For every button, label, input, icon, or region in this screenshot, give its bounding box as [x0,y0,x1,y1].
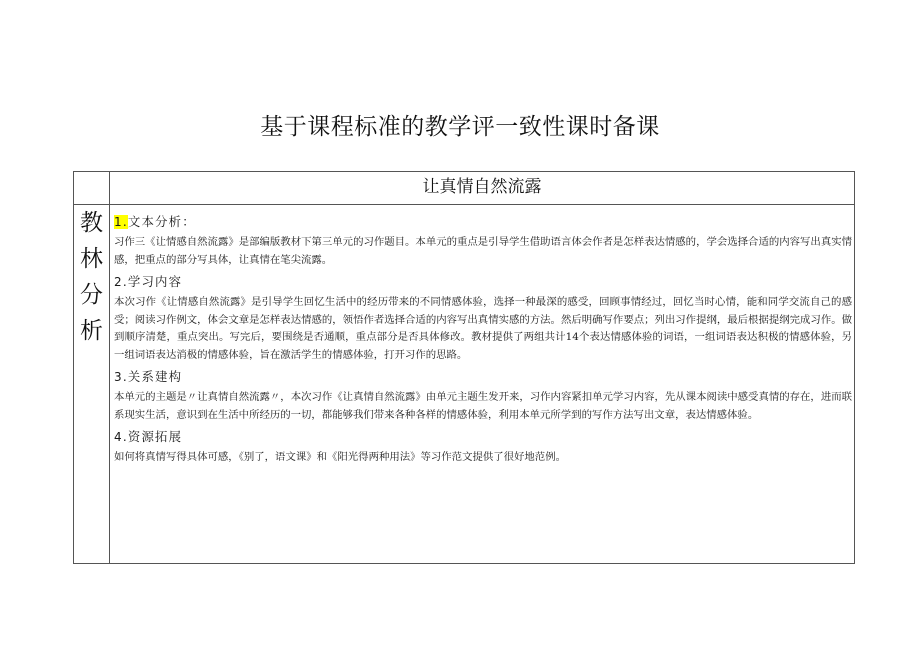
analysis-content [110,205,854,467]
section-body-relationship: 本单元的主题是〃让真情自然流露〃，本次习作《让真情自然流露》由单元主题生发开来，习作内容紧扣单元学习内容，先从课本阅读中感受真情的存在，进而联系现实生活，意识到在生活中所经历的一切，都能够我们带来各种各样的情感体验，利用本单元所学到的写作方法写出文章，表达情感体验。 [114,391,852,421]
section-body-resources: 如何将真情写得具体可感，《别了，语文课》和《阳光得两种用法》等习作范文提供了很好地范例。 [114,451,566,463]
section-body-learning-content: 本次习作《让情感自然流露》是引导学生回忆生活中的经历带来的不同情感体验，选择一种最深的感受，回顾事情经过，回忆当时心情，能和同学交流自己的感受；阅读习作例文，体会文章是怎样表达情感的，领悟作者选择合适的内容写出真情实感的方法。然后明确写作要点；列出习作提纲，最后根据提纲完成习作。做到顺序清楚，重点突出。写完后，要围绕是否通顺，重点部分是否具体修改。教材提供了两组共计14个表达情感体验的词语，一组词语表达积极的情感体验，另一组词语表达消极的情感体验，旨在激活学生的情感体验，打开习作的思路。 [114,296,852,361]
section-body-text-analysis: 习作三《让情感自然流露》是部编版教材下第三单元的习作题目。本单元的重点是引导学生借助语言体会作者是怎样表达情感的，学会选择合适的内容写出真实情感，把重点的部分写具体，让真情在笔尖流露。 [114,236,852,266]
document-title: 基于课程标准的教学评一致性课时备课 [260,114,660,140]
header-row [74,172,855,205]
section-title: 文本分析： [127,214,196,229]
analysis-row [74,205,855,564]
section-heading-relationship [114,368,852,386]
side-label [74,205,109,349]
side-label-char: 教 [80,210,103,236]
section-title: 学习内容 [127,274,183,289]
lesson-plan-table [73,171,855,564]
side-label-char: 分 [80,282,103,308]
section-heading-text-analysis [114,213,852,231]
side-label-char: 林 [80,246,103,272]
section-number: 4. [114,430,128,444]
section-number: 3. [114,370,128,384]
analysis-content-cell [110,205,855,564]
corner-cell [74,172,110,205]
section-number: 2. [114,275,128,289]
side-label-cell [74,205,110,564]
section-title: 关系建构 [127,369,183,384]
section-number: 1. [114,215,128,229]
section-heading-learning-content [114,273,852,291]
side-label-char: 析 [80,318,103,344]
lesson-title: 让真情自然流露 [110,172,855,205]
section-heading-resources [114,428,852,446]
section-title: 资源拓展 [127,429,183,444]
